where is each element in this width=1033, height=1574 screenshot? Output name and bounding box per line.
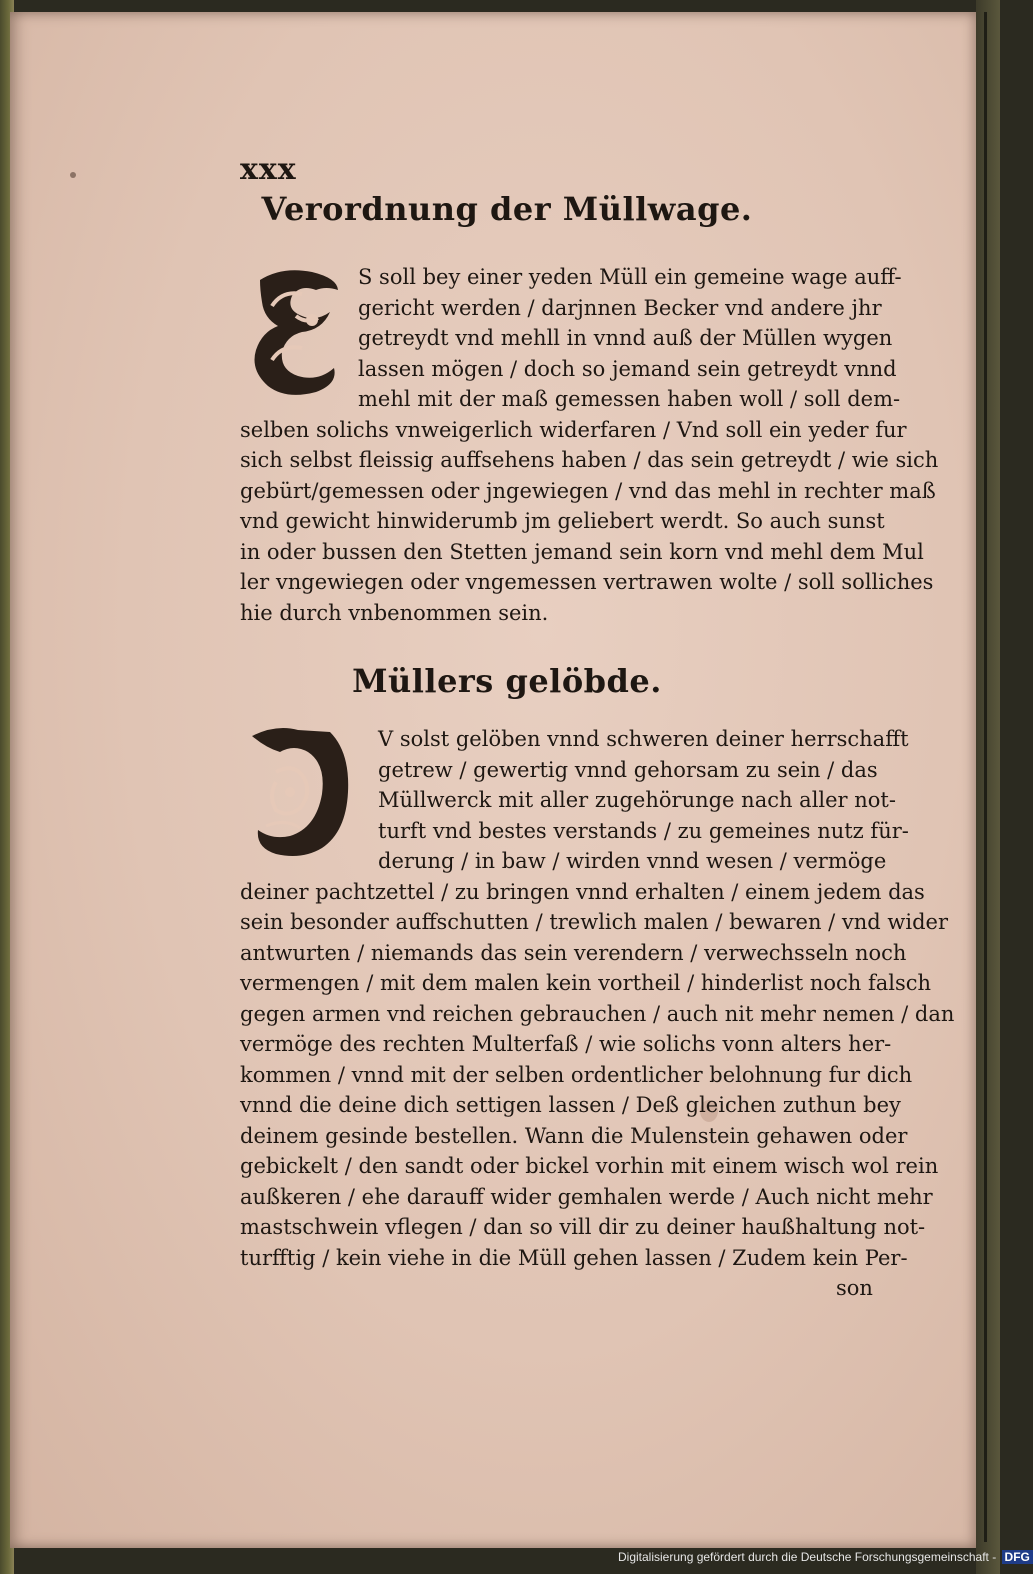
section-title-muellers-geloebde: Müllers gelöbde. — [352, 662, 662, 700]
body-line: V solst gelöben vnnd schweren deiner herrschafft — [378, 727, 909, 751]
body-line: deinem gesinde bestellen. Wann die Mulenstein gehawen oder — [240, 1123, 908, 1148]
body-line: hie durch vnbenommen sein. — [240, 600, 549, 625]
body-line: getrew / gewertig vnnd gehorsam zu sein / das — [378, 757, 878, 782]
body-line: mastschwein vflegen / dan so vill dir zu deiner haußhaltung not- — [240, 1215, 926, 1239]
right-page-edge — [976, 0, 1000, 1574]
body-line: S soll bey einer yeden Müll ein gemeine wage auff- — [358, 265, 902, 289]
book-page — [10, 12, 976, 1548]
body-line: gebickelt / den sandt oder bickel vorhin mit einem wisch wol rein — [240, 1154, 939, 1178]
paper-spot — [70, 172, 76, 178]
body-line: vermengen / mit dem malen kein vortheil / hinderlist noch falsch — [240, 971, 932, 995]
page-folio: xxx — [240, 152, 297, 187]
catchword: son — [836, 1276, 873, 1300]
body-line: vnd gewicht hinwiderumb jm geliebert werdt. So auch sunst — [240, 509, 885, 533]
body-line: derung / in baw / wirden vnnd wesen / vermöge — [378, 849, 887, 873]
body-line: vnnd die deine dich settigen lassen / Deß gleichen zuthun bey — [240, 1093, 901, 1117]
body-line: sich selbst fleissig auffsehens haben / das sein getreydt / wie sich — [240, 448, 939, 472]
dfg-logo: DFG — [1002, 1550, 1033, 1564]
body-line: gericht werden / darjnnen Becker vnd andere jhr — [358, 295, 882, 320]
body-line: mehl mit der maß gemessen haben woll / soll dem- — [358, 387, 901, 411]
body-line: getreydt vnd mehll in vnnd auß der Müllen wygen — [358, 326, 893, 350]
digitization-credit — [618, 1550, 1033, 1564]
body-line: deiner pachtzettel / zu bringen vnnd erhalten / einem jedem das — [240, 879, 925, 904]
body-line: außkeren / ehe darauff wider gemhalen werde / Auch nicht mehr — [240, 1184, 933, 1209]
body-line: turfftig / kein viehe in die Müll gehen lassen / Zudem kein Per- — [240, 1245, 908, 1270]
section-title-muellwage: Verordnung der Müllwage. — [261, 190, 753, 228]
credit-text: Digitalisierung gefördert durch die Deutsche Forschungsgemeinschaft - — [618, 1550, 997, 1564]
body-line: selben solichs vnweigerlich widerfaren / Vnd soll ein yeder fur — [240, 417, 907, 442]
body-line: lassen mögen / doch so jemand sein getreydt vnnd — [358, 356, 897, 381]
page-border-line — [984, 12, 987, 1542]
body-line: kommen / vnnd mit der selben ordentlicher belohnung fur dich — [240, 1062, 913, 1087]
body-line: sein besonder auffschutten / trewlich malen / bewaren / vnd wider — [240, 910, 949, 934]
section2-body — [240, 724, 954, 1304]
body-line: vermöge des rechten Multerfaß / wie solichs vonn alters her- — [240, 1032, 892, 1056]
body-line: gebürt/gemessen oder jngewiegen / vnd das mehl in rechter maß — [240, 478, 936, 503]
body-line: Müllwerck mit aller zugehörunge nach aller not- — [378, 788, 896, 812]
section1-body — [240, 262, 938, 628]
body-line: turft vnd bestes verstands / zu gemeines nutz für- — [378, 818, 909, 843]
body-line: in oder bussen den Stetten jemand sein korn vnd mehl dem Mul — [240, 539, 924, 564]
body-line: ler vngewiegen oder vngemessen vertrawen wolte / soll solliches — [240, 570, 934, 594]
body-line: antwurten / niemands das sein verendern / verwechsseln noch — [240, 940, 907, 965]
body-line: gegen armen vnd reichen gebrauchen / auch nit mehr nemen / dan — [240, 1001, 955, 1026]
